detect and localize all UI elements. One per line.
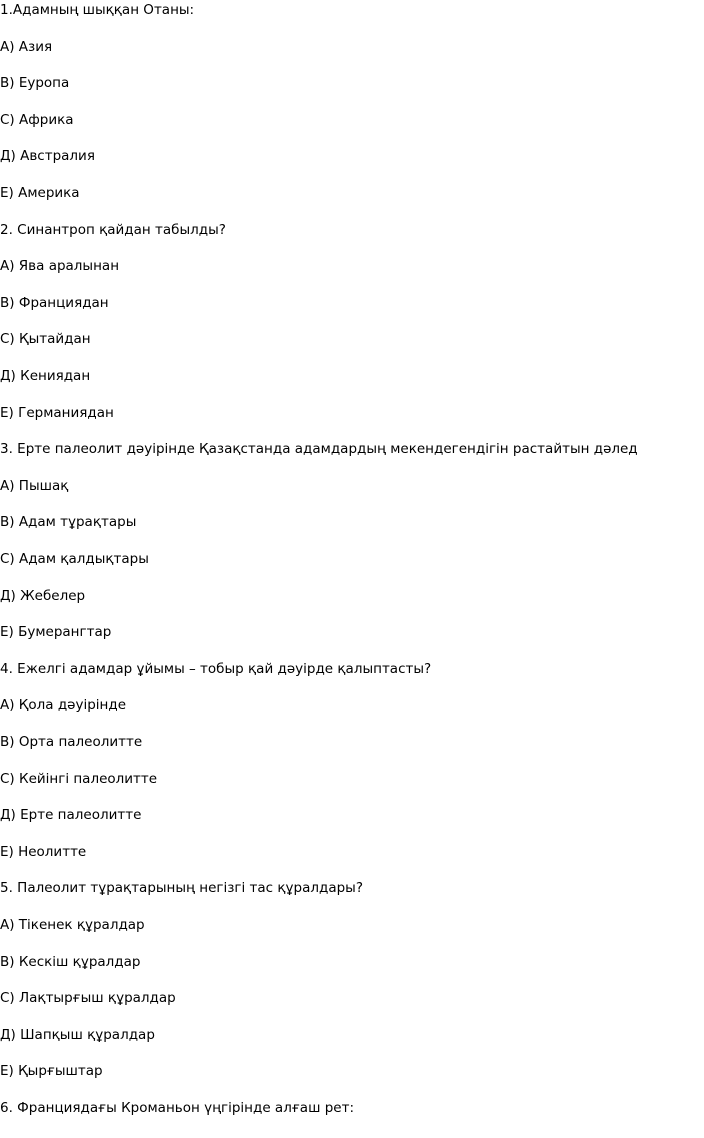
question-3-option-3: С) Адам қалдықтары xyxy=(0,551,149,567)
question-2-option-4: Д) Кениядан xyxy=(0,368,91,384)
question-1-option-1: А) Азия xyxy=(0,38,53,55)
question-1-option-5: Е) Америка xyxy=(0,185,80,201)
question-3-option-5: Е) Бумерангтар xyxy=(0,624,112,641)
question-4-option-2: В) Орта палеолитте xyxy=(0,734,143,750)
question-1: 1.Адамның шыққан Отаны: xyxy=(0,2,195,18)
question-2-option-3: С) Қытайдан xyxy=(0,331,91,348)
question-1-option-4: Д) Австралия xyxy=(0,148,95,165)
question-3-option-4: Д) Жебелер xyxy=(0,587,86,604)
question-2-option-2: В) Франциядан xyxy=(0,294,109,311)
question-1-option-3: С) Африка xyxy=(0,111,74,128)
question-6: 6. Франциядағы Кроманьон үңгірінде алғаш рет: xyxy=(0,1100,355,1116)
question-5-option-5: Е) Қырғыштар xyxy=(0,1063,103,1080)
question-4-option-5: Е) Неолитте xyxy=(0,843,87,860)
question-5: 5. Палеолит тұрақтарының негізгі тас құралдары? xyxy=(0,880,364,897)
question-5-option-3: С) Лақтырғыш құралдар xyxy=(0,990,176,1007)
question-2-option-5: Е) Германиядан xyxy=(0,404,114,421)
question-4: 4. Ежелгі адамдар ұйымы – тобыр қай дәуірде қалыптасты? xyxy=(0,660,432,677)
question-5-option-1: А) Тікенек құралдар xyxy=(0,917,145,933)
question-2-option-1: А) Ява аралынан xyxy=(0,258,120,275)
question-4-option-3: С) Кейінгі палеолитте xyxy=(0,770,158,787)
question-1-option-2: В) Еуропа xyxy=(0,75,70,92)
question-2: 2. Синантроп қайдан табылды? xyxy=(0,221,226,238)
question-4-option-1: А) Қола дәуірінде xyxy=(0,697,126,714)
question-3-option-2: В) Адам тұрақтары xyxy=(0,514,137,531)
question-4-option-4: Д) Ерте палеолитте xyxy=(0,807,142,824)
question-5-option-4: Д) Шапқыш құралдар xyxy=(0,1026,155,1043)
question-3: 3. Ерте палеолит дәуірінде Қазақстанда адамдардың мекендегендігін растайтын дәлед xyxy=(0,441,638,458)
question-5-option-2: В) Кескіш құралдар xyxy=(0,953,141,970)
question-3-option-1: А) Пышақ xyxy=(0,477,69,494)
